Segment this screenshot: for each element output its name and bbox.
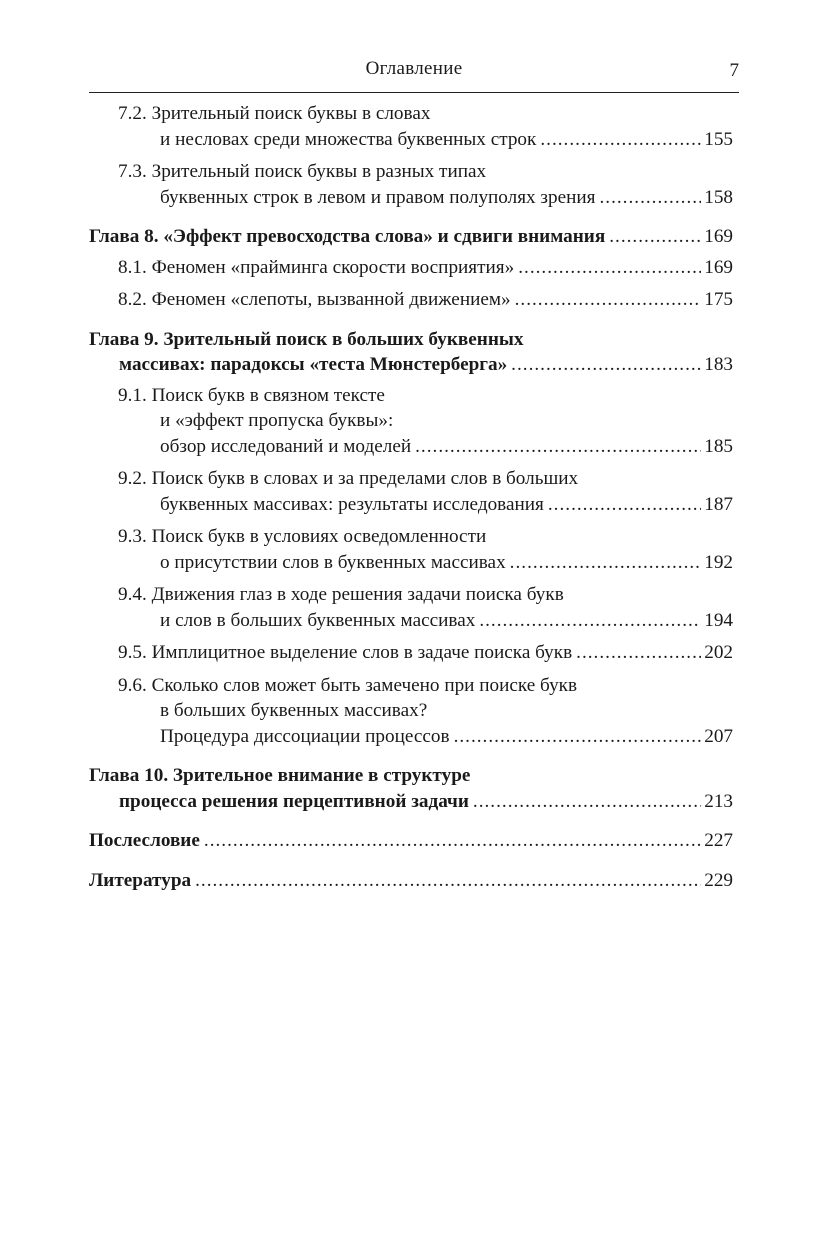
toc-entry-text: Процедура диссоциации процессов <box>160 725 450 747</box>
dot-leader <box>415 434 701 460</box>
toc-page-number: 229 <box>704 869 733 891</box>
page-number: 7 <box>729 60 739 81</box>
toc-page-number: 169 <box>704 256 733 278</box>
toc-page-number: 183 <box>704 354 733 375</box>
toc-page-number: 169 <box>704 226 733 247</box>
toc-entry-text: 8.1. Феномен «прайминга скорости восприятия» <box>118 256 515 278</box>
dot-leader <box>599 185 701 211</box>
toc-entry-9-6[interactable] <box>89 673 733 750</box>
toc-chapter-text: Глава 9. Зрительный поиск в больших буквенных <box>89 328 524 350</box>
toc-page-number: 194 <box>704 609 733 631</box>
toc-entry-text: 9.2. Поиск букв в словах и за пределами слов в больших <box>118 468 579 489</box>
toc-chapter-8[interactable] <box>89 224 733 250</box>
toc-entry-9-2[interactable] <box>89 466 733 517</box>
toc-entry-8-1[interactable] <box>89 255 733 281</box>
toc-entry-9-4[interactable] <box>89 582 733 633</box>
toc-entry-7-3[interactable] <box>89 159 733 210</box>
toc-page-number: 155 <box>704 128 733 150</box>
toc-entry-text: в больших буквенных массивах? <box>160 700 428 721</box>
toc-chapter-text: Глава 10. Зрительное внимание в структуре <box>89 765 471 786</box>
toc-chapter-text: Глава 8. «Эффект превосходства слова» и сдвиги внимания <box>89 226 606 247</box>
toc-page-number: 227 <box>704 830 733 851</box>
dot-leader <box>540 127 701 153</box>
dot-leader <box>473 789 701 815</box>
toc-entry-text: 9.5. Имплицитное выделение слов в задаче поиска букв <box>118 642 573 663</box>
dot-leader <box>609 224 701 250</box>
dot-leader <box>510 550 702 576</box>
toc-entry-7-2[interactable] <box>89 101 733 152</box>
dot-leader <box>515 287 702 313</box>
dot-leader <box>518 255 701 281</box>
toc-entry-text: обзор исследований и моделей <box>160 435 412 457</box>
dot-leader <box>548 492 701 518</box>
toc-entry-text: и слов в больших буквенных массивах <box>160 609 476 631</box>
toc-afterword[interactable] <box>89 828 733 854</box>
toc-entry-text: 9.6. Сколько слов может быть замечено при поиске букв <box>118 674 578 696</box>
toc-page-number: 158 <box>704 186 733 208</box>
toc-chapter-9[interactable] <box>89 327 733 378</box>
toc-page-number: 185 <box>704 435 733 457</box>
toc-entry-8-2[interactable] <box>89 287 733 313</box>
toc-entry-text: 9.1. Поиск букв в связном тексте <box>118 384 385 406</box>
toc-page-number: 202 <box>704 642 733 663</box>
dot-leader <box>511 352 701 378</box>
toc-entry-text: 9.4. Движения глаз в ходе решения задачи поиска букв <box>118 584 564 605</box>
dot-leader <box>576 640 701 666</box>
toc-entry-text: и «эффект пропуска буквы»: <box>160 410 394 431</box>
toc-entry-text: 7.2. Зрительный поиск буквы в словах <box>118 103 431 124</box>
toc-page-number: 207 <box>704 725 733 747</box>
toc-page-number: 213 <box>704 790 733 812</box>
toc-page-number: 187 <box>704 493 733 515</box>
toc-page-number: 192 <box>704 551 733 573</box>
toc-references[interactable] <box>89 868 733 894</box>
dot-leader <box>195 868 701 894</box>
dot-leader <box>454 724 702 750</box>
toc-entry-text: о присутствии слов в буквенных массивах <box>160 551 506 573</box>
toc-chapter-text: массивах: парадоксы «теста Мюнстерберга» <box>119 354 508 375</box>
toc-entry-text: и несловах среди множества буквенных строк <box>160 128 537 150</box>
toc-entry-text: 7.3. Зрительный поиск буквы в разных типах <box>118 161 487 182</box>
running-title: Оглавление <box>365 58 463 79</box>
toc-page-number: 175 <box>704 289 733 310</box>
toc-chapter-text: Послесловие <box>89 830 200 851</box>
toc-entry-9-1[interactable] <box>89 383 733 460</box>
toc-entry-text: 8.2. Феномен «слепоты, вызванной движением» <box>118 289 511 310</box>
toc-entry-text: 9.3. Поиск букв в условиях осведомленности <box>118 526 487 547</box>
toc-entry-text: буквенных строк в левом и правом полуполях зрения <box>160 186 596 208</box>
toc-chapter-10[interactable] <box>89 763 733 814</box>
dot-leader <box>479 608 701 634</box>
toc-entry-9-5[interactable] <box>89 640 733 666</box>
header-rule <box>89 92 739 93</box>
toc-entry-9-3[interactable] <box>89 524 733 575</box>
toc-chapter-text: процесса решения перцептивной задачи <box>119 790 469 812</box>
running-head <box>89 56 739 82</box>
toc-entry-text: буквенных массивах: результаты исследования <box>160 493 544 515</box>
dot-leader <box>204 828 701 854</box>
toc-chapter-text: Литература <box>89 869 192 891</box>
table-of-contents <box>89 101 733 893</box>
